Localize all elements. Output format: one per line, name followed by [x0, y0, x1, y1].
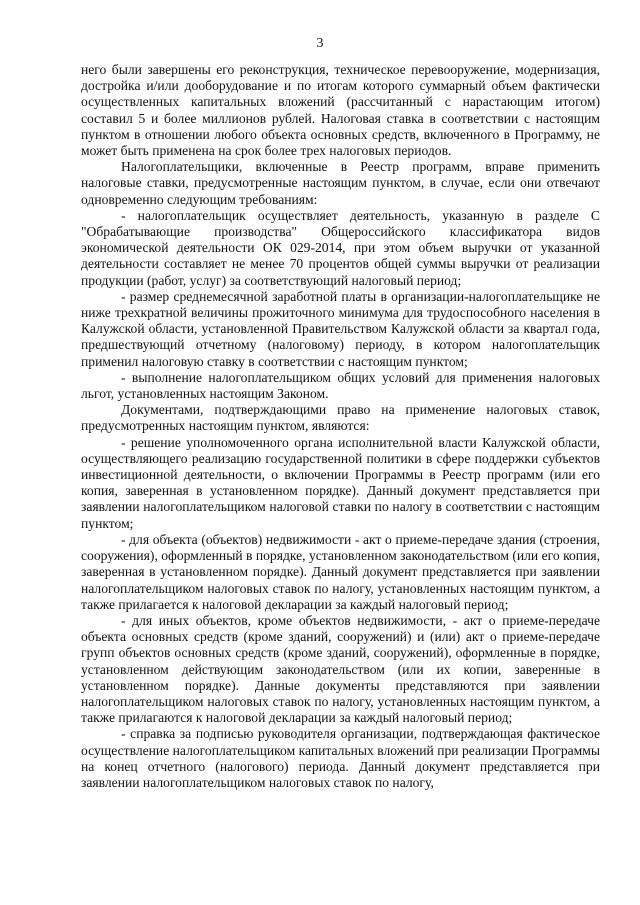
paragraph-requirement-activity: - налогоплательщик осуществляет деятельность, указанную в разделе С "Обрабатывающие производства" Общероссийского классификатора видов экономической деятельности ОК 029-2014, при этом объем выручки от указанной деятельности составляет не менее 70 процентов общей суммы выручки от реализации продукции (работ, услуг) за соответствующий налоговый период;: [81, 207, 600, 288]
paragraph-requirement-salary: - размер среднемесячной заработной платы в организации-налогоплательщике не ниже трехкратной величины прожиточного минимума для трудоспособного населения в Калужской области, установленной Правительством Калужской области за квартал года, предшествующий отчетному (налоговому) периоду, в котором налогоплательщик применил налоговую ставку в соответствии с настоящим пунктом;: [81, 288, 600, 369]
document-body: [81, 62, 600, 791]
paragraph-requirement-general-conditions: - выполнение налогоплательщиком общих условий для применения налоговых льгот, установленных настоящим Законом.: [81, 369, 600, 402]
paragraph-documents-intro: Документами, подтверждающими право на применение налоговых ставок, предусмотренных настоящим пунктом, являются:: [81, 402, 600, 434]
paragraph-document-certificate: - справка за подписью руководителя организации, подтверждающая фактическое осуществление налогоплательщиком капитальных вложений при реализации Программы на конец отчетного (налогового) периода. Данный документ представляется при заявлении налогоплательщиком налоговых ставок по налогу,: [81, 726, 600, 790]
paragraph-requirements-intro: Налогоплательщики, включенные в Реестр программ, вправе применить налоговые ставки, предусмотренные настоящим пунктом, в случае, если они отвечают одновременно следующим требованиям:: [81, 159, 600, 207]
paragraph-document-decision: - решение уполномоченного органа исполнительной власти Калужской области, осуществляющего реализацию государственной политики в сфере поддержки субъектов инвестиционной деятельности, о включении Программы в Реестр программ (или его копия, заверенная в установленном порядке). Данный документ представляется при заявлении налогоплательщиком налоговой ставки по налогу в соответствии с настоящим пунктом;: [81, 434, 600, 531]
paragraph-continuation: него были завершены его реконструкция, техническое перевооружение, модернизация, достройка и/или дооборудование и по итогам которого суммарный объем фактически осуществленных капитальных вложений (рассчитанный с нарастающим итогом) составил 5 и более миллионов рублей. Налоговая ставка в соответствии с настоящим пунктом в отношении любого объекта основных средств, включенного в Программу, не может быть применена на срок более трех налоговых периодов.: [81, 62, 600, 159]
page-number: 3: [316, 36, 324, 51]
paragraph-document-real-estate-act: - для объекта (объектов) недвижимости - акт о приеме-передаче здания (строения, сооружения), оформленный в порядке, установленном законодательством (или его копия, заверенная в установленном порядке). Данный документ представляется при заявлении налогоплательщиком налоговых ставок по налогу, установленных настоящим пунктом, а также прилагается к налоговой декларации за каждый налоговый период;: [81, 531, 600, 612]
paragraph-document-other-objects-act: - для иных объектов, кроме объектов недвижимости, - акт о приеме-передаче объекта основных средств (кроме зданий, сооружений) и (или) акт о приеме-передаче групп объектов основных средств (кроме зданий, сооружений), оформленные в порядке, установленном действующим законодательством (или их копии, заверенные в установленном порядке). Данные документы представляются при заявлении налогоплательщиком налоговых ставок по налогу, установленных настоящим пунктом, а также прилагаются к налоговой декларации за каждый налоговый период;: [81, 612, 600, 726]
